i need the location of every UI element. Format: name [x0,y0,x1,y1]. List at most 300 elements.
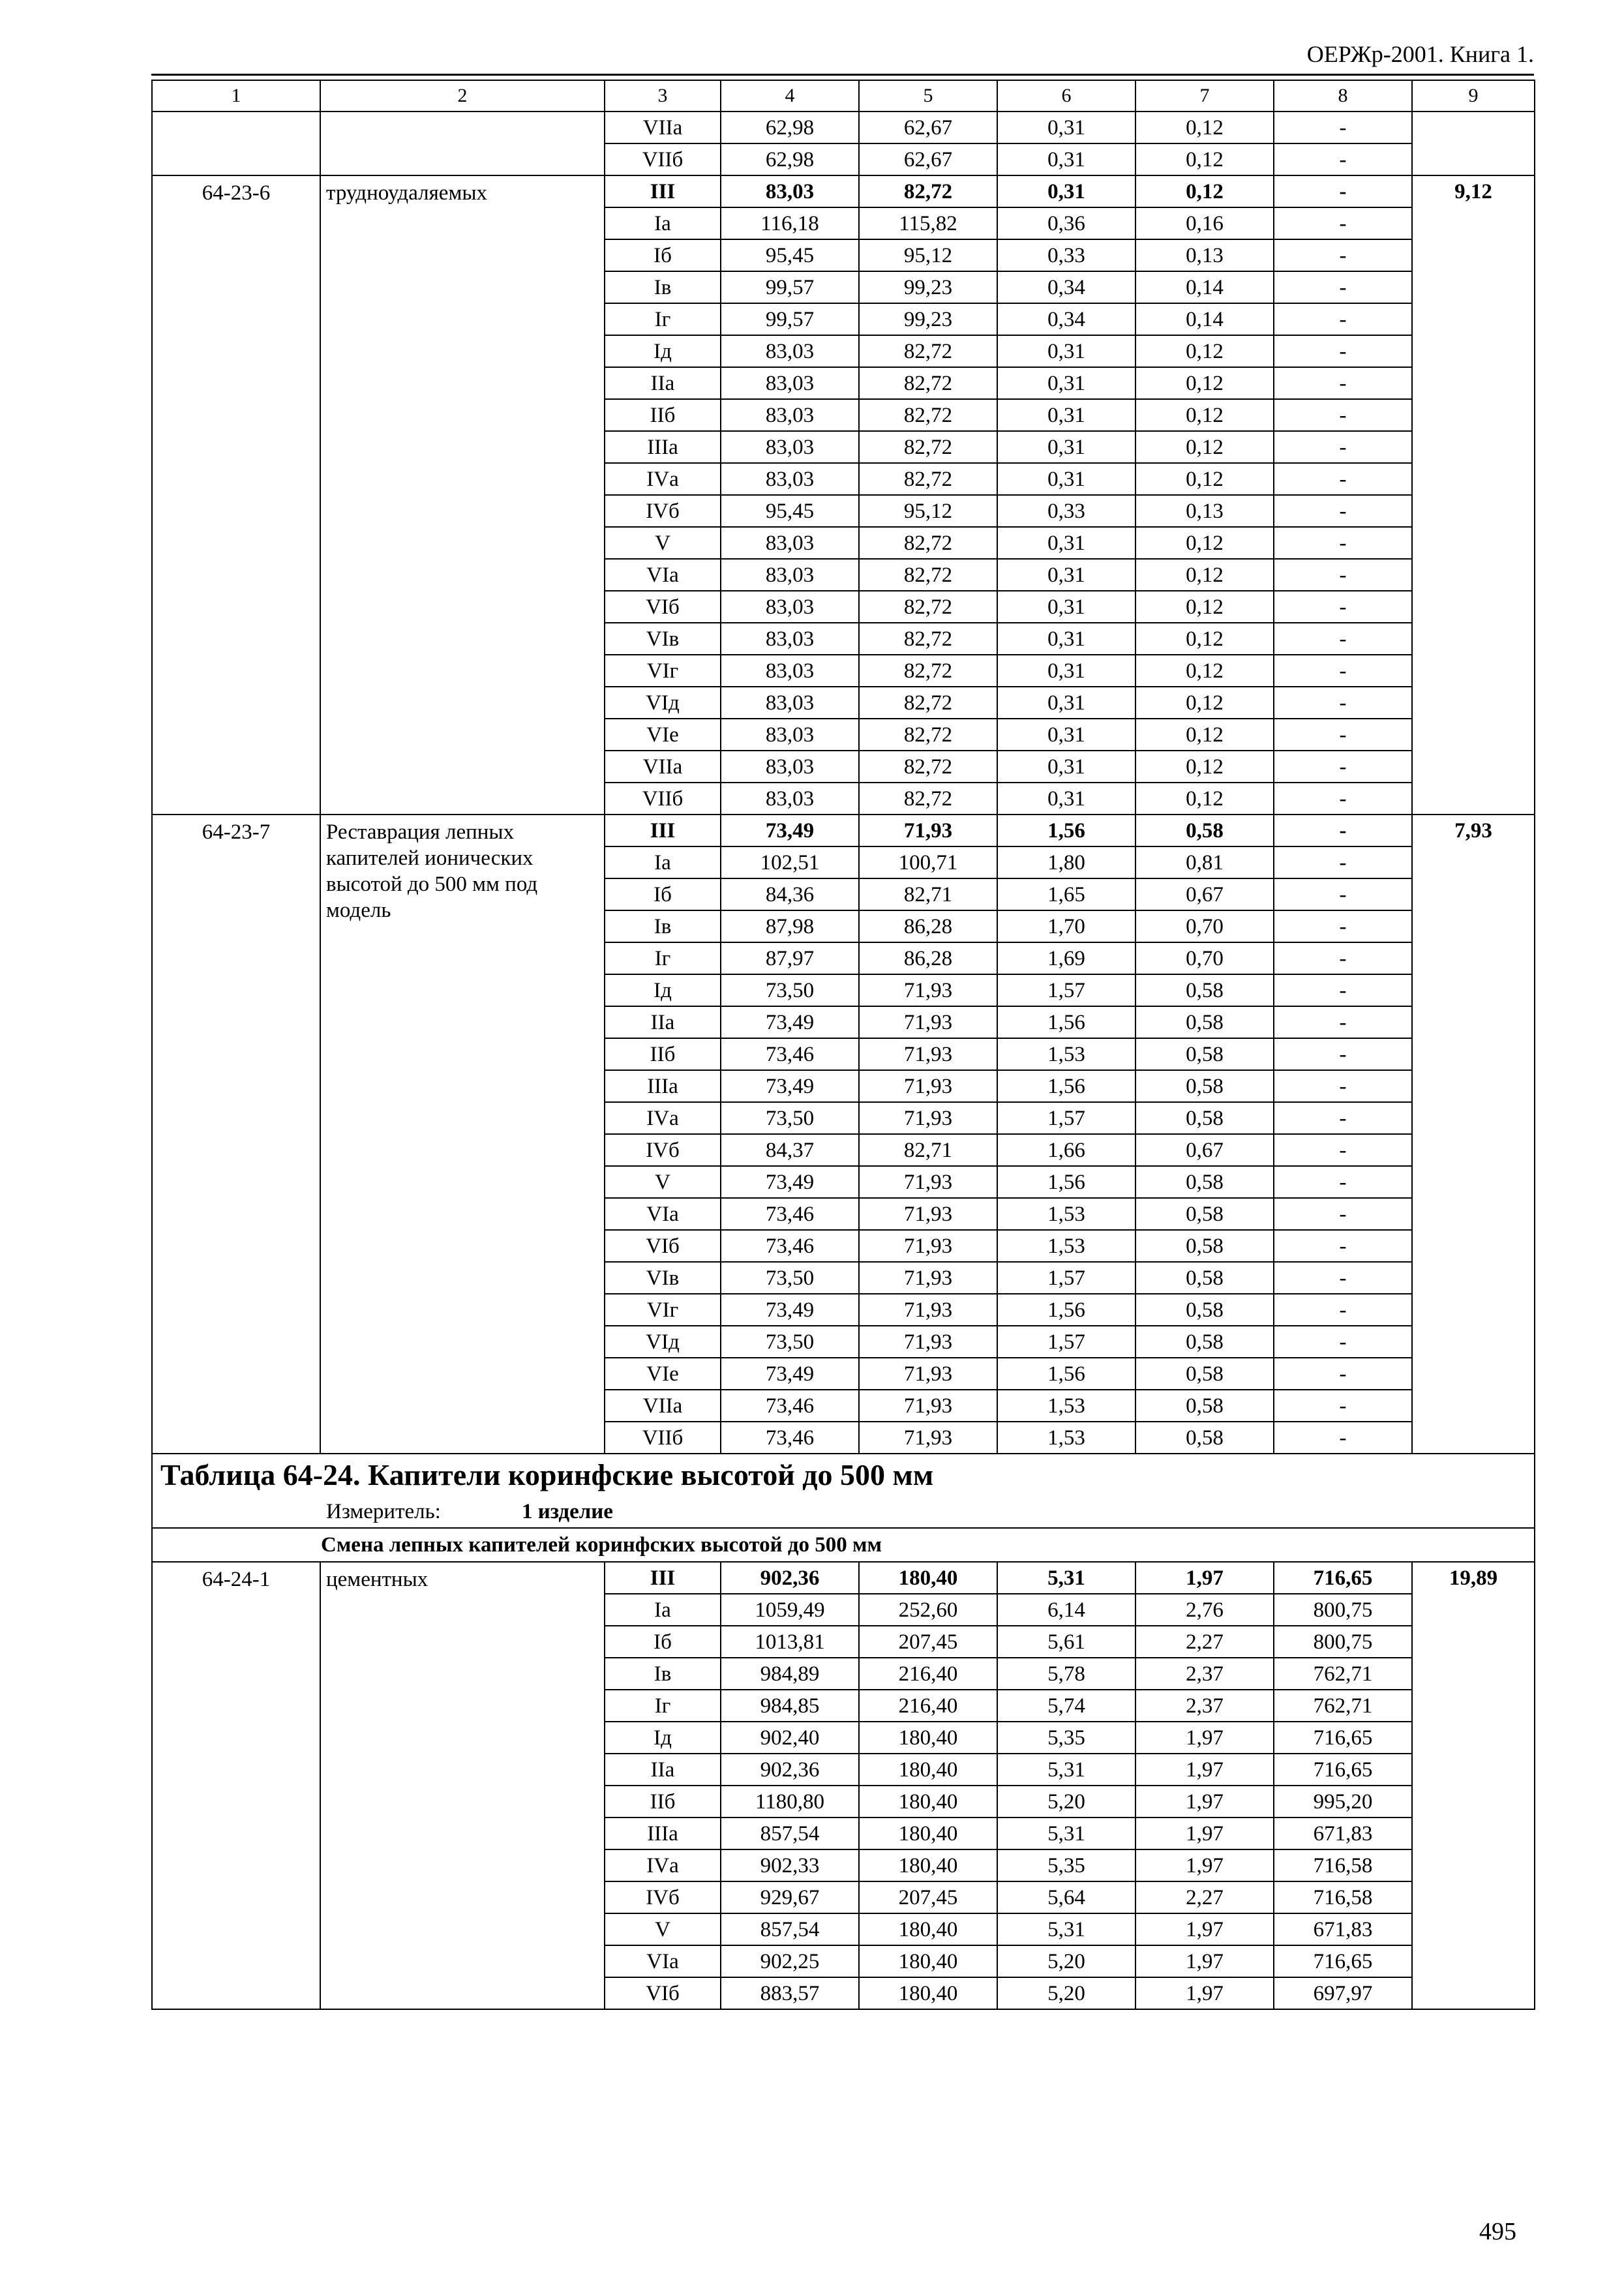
value-cell: 207,45 [859,1881,997,1913]
header-rule [151,74,1534,76]
value-cell: 82,72 [859,335,997,367]
value-cell: 73,46 [721,1230,859,1262]
column-number: 2 [320,80,605,112]
value-cell: 73,46 [721,1198,859,1230]
value-cell: - [1274,1262,1412,1294]
value-cell: 83,03 [721,367,859,399]
value-cell: 902,36 [721,1754,859,1786]
value-cell: - [1274,559,1412,591]
rate-code: 64-23-6 [152,175,320,815]
value-cell: 0,16 [1135,207,1274,239]
value-cell: 0,31 [997,143,1135,175]
value-cell: 99,57 [721,303,859,335]
table-body [152,80,1535,2009]
value-cell: 82,72 [859,751,997,783]
labor-cost: 19,89 [1412,1562,1535,2009]
value-cell: 0,31 [997,399,1135,431]
value-cell: 216,40 [859,1658,997,1690]
value-cell: 2,27 [1135,1881,1274,1913]
value-cell: 0,31 [997,655,1135,687]
value-cell: 0,33 [997,239,1135,271]
value-cell: - [1274,495,1412,527]
value-cell: 0,12 [1135,559,1274,591]
value-cell: 762,71 [1274,1690,1412,1722]
value-cell: 0,58 [1135,1294,1274,1326]
value-cell: 73,50 [721,1326,859,1358]
zone-code: VIе [605,719,721,751]
zone-code: IIIа [605,431,721,463]
value-cell: 0,58 [1135,1230,1274,1262]
value-cell: 0,70 [1135,910,1274,942]
value-cell: 1,97 [1135,1562,1274,1594]
value-cell: 902,33 [721,1849,859,1881]
value-cell: 180,40 [859,1977,997,2009]
value-cell: 71,93 [859,974,997,1006]
value-cell: 73,46 [721,1038,859,1070]
zone-code: IIIа [605,1818,721,1849]
value-cell: 1,97 [1135,1786,1274,1818]
rate-code: 64-24-1 [152,1562,320,2009]
zone-code: IVа [605,1849,721,1881]
rates-table [151,80,1535,2010]
column-number: 8 [1274,80,1412,112]
labor-cost: 7,93 [1412,815,1535,1454]
zone-code: IVб [605,1881,721,1913]
zone-code: VIIа [605,112,721,143]
value-cell: - [1274,1166,1412,1198]
zone-code: VIе [605,1358,721,1390]
value-cell: 99,23 [859,271,997,303]
zone-code: VIIб [605,1422,721,1454]
value-cell: - [1274,655,1412,687]
value-cell: 1,65 [997,878,1135,910]
value-cell: - [1274,1070,1412,1102]
zone-code: III [605,175,721,207]
value-cell: - [1274,431,1412,463]
value-cell: 100,71 [859,846,997,878]
value-cell: 1,69 [997,942,1135,974]
value-cell: 82,72 [859,527,997,559]
value-cell: 95,12 [859,239,997,271]
zone-code: Iб [605,239,721,271]
value-cell: 1,57 [997,974,1135,1006]
value-cell: 180,40 [859,1849,997,1881]
value-cell: 73,46 [721,1390,859,1422]
value-cell: 87,97 [721,942,859,974]
value-cell: 83,03 [721,399,859,431]
value-cell: - [1274,1006,1412,1038]
value-cell: 83,03 [721,335,859,367]
value-cell: 1,53 [997,1230,1135,1262]
value-cell: 180,40 [859,1722,997,1754]
value-cell: 1,70 [997,910,1135,942]
zone-code: III [605,1562,721,1594]
rate-code: 64-23-7 [152,815,320,1454]
value-cell: 0,58 [1135,1358,1274,1390]
value-cell: 1,56 [997,815,1135,846]
column-number: 9 [1412,80,1535,112]
value-cell: - [1274,143,1412,175]
value-cell: 2,27 [1135,1626,1274,1658]
value-cell: 62,98 [721,143,859,175]
value-cell: 0,14 [1135,303,1274,335]
value-cell: 2,76 [1135,1594,1274,1626]
value-cell: 0,14 [1135,271,1274,303]
zone-code: Iб [605,1626,721,1658]
value-cell: 5,31 [997,1818,1135,1849]
value-cell: 6,14 [997,1594,1135,1626]
value-cell: - [1274,1390,1412,1422]
value-cell: 82,72 [859,719,997,751]
value-cell: 995,20 [1274,1786,1412,1818]
unit-row [152,1495,1535,1528]
work-name: Реставрация лепных капителей ионических высотой до 500 мм под модель [320,815,605,1454]
value-cell: 83,03 [721,463,859,495]
column-number: 1 [152,80,320,112]
value-cell: 83,03 [721,431,859,463]
table-title: Таблица 64-24. Капители коринфские высотой до 500 мм [152,1454,1535,1495]
value-cell: - [1274,1230,1412,1262]
section-title: Смена лепных капителей коринфских высотой до 500 мм [152,1528,1535,1562]
zone-code: VIIа [605,1390,721,1422]
zone-code: VIд [605,687,721,719]
value-cell: 0,31 [997,559,1135,591]
value-cell: 1,97 [1135,1754,1274,1786]
value-cell: 0,58 [1135,1070,1274,1102]
value-cell: 5,74 [997,1690,1135,1722]
zone-code: Iд [605,335,721,367]
value-cell: 0,12 [1135,335,1274,367]
value-cell: 0,58 [1135,1006,1274,1038]
zone-code: VIб [605,1230,721,1262]
value-cell: 0,12 [1135,687,1274,719]
zone-code: Iг [605,1690,721,1722]
value-cell: 62,67 [859,143,997,175]
value-cell: 73,50 [721,1262,859,1294]
value-cell: 102,51 [721,846,859,878]
value-cell: 800,75 [1274,1594,1412,1626]
value-cell: 1,56 [997,1166,1135,1198]
value-cell: 82,72 [859,591,997,623]
value-cell: 0,70 [1135,942,1274,974]
value-cell: 984,85 [721,1690,859,1722]
value-cell: 0,81 [1135,846,1274,878]
value-cell: 716,65 [1274,1945,1412,1977]
value-cell: 73,46 [721,1422,859,1454]
value-cell: 1,97 [1135,1849,1274,1881]
value-cell: 86,28 [859,910,997,942]
zone-code: VIIб [605,783,721,815]
value-cell: 83,03 [721,751,859,783]
value-cell: 1,97 [1135,1818,1274,1849]
value-cell: 62,98 [721,112,859,143]
value-cell: 0,12 [1135,175,1274,207]
zone-code: Iв [605,1658,721,1690]
value-cell: 2,37 [1135,1658,1274,1690]
value-cell: 0,31 [997,367,1135,399]
value-cell: 180,40 [859,1562,997,1594]
zone-code: VIг [605,1294,721,1326]
value-cell: 5,61 [997,1626,1135,1658]
zone-code: VIг [605,655,721,687]
value-cell: 1,53 [997,1198,1135,1230]
zone-code: VIб [605,1977,721,2009]
value-cell: 95,45 [721,495,859,527]
value-cell: 0,12 [1135,367,1274,399]
value-cell: 71,93 [859,1230,997,1262]
zone-code: VIа [605,1945,721,1977]
value-cell: - [1274,207,1412,239]
value-cell: 73,49 [721,1294,859,1326]
rate-code [152,112,320,175]
table-row [152,175,1535,207]
value-cell: 984,89 [721,1658,859,1690]
zone-code: IVб [605,495,721,527]
value-cell: - [1274,1102,1412,1134]
value-cell: 5,31 [997,1562,1135,1594]
value-cell: - [1274,783,1412,815]
value-cell: 83,03 [721,527,859,559]
value-cell: 0,58 [1135,815,1274,846]
value-cell: 1,97 [1135,1722,1274,1754]
value-cell: 1,80 [997,846,1135,878]
value-cell: - [1274,1038,1412,1070]
work-name: трудноудаляемых [320,175,605,815]
value-cell: 0,31 [997,623,1135,655]
value-cell: - [1274,335,1412,367]
value-cell: 99,23 [859,303,997,335]
value-cell: - [1274,1294,1412,1326]
value-cell: 180,40 [859,1945,997,1977]
value-cell: 5,78 [997,1658,1135,1690]
value-cell: 83,03 [721,175,859,207]
value-cell: 0,58 [1135,1038,1274,1070]
value-cell: 84,37 [721,1134,859,1166]
work-name: цементных [320,1562,605,2009]
value-cell: 73,50 [721,1102,859,1134]
zone-code: VIIб [605,143,721,175]
value-cell: 1,57 [997,1262,1135,1294]
value-cell: 0,12 [1135,751,1274,783]
value-cell: 902,40 [721,1722,859,1754]
value-cell: 0,33 [997,495,1135,527]
value-cell: 1,57 [997,1102,1135,1134]
value-cell: 71,93 [859,1326,997,1358]
zone-code: VIIа [605,751,721,783]
value-cell: 0,31 [997,112,1135,143]
unit-cell [152,1495,1535,1528]
value-cell: - [1274,239,1412,271]
value-cell: 0,12 [1135,399,1274,431]
value-cell: 0,36 [997,207,1135,239]
value-cell: 82,72 [859,655,997,687]
value-cell: 73,49 [721,815,859,846]
value-cell: 0,31 [997,431,1135,463]
value-cell: 82,72 [859,783,997,815]
value-cell: 0,58 [1135,1198,1274,1230]
value-cell: 180,40 [859,1786,997,1818]
value-cell: 99,57 [721,271,859,303]
value-cell: - [1274,463,1412,495]
value-cell: 82,72 [859,463,997,495]
value-cell: 883,57 [721,1977,859,2009]
value-cell: 0,12 [1135,783,1274,815]
value-cell: 1,53 [997,1038,1135,1070]
value-cell: 86,28 [859,942,997,974]
value-cell: 0,12 [1135,655,1274,687]
value-cell: 62,67 [859,112,997,143]
value-cell: 73,49 [721,1166,859,1198]
value-cell: 207,45 [859,1626,997,1658]
zone-code: Iд [605,974,721,1006]
value-cell: 0,34 [997,271,1135,303]
table-row [152,815,1535,846]
work-name [320,112,605,175]
value-cell: 1,53 [997,1390,1135,1422]
value-cell: 5,20 [997,1786,1135,1818]
zone-code: III [605,815,721,846]
value-cell: 0,31 [997,463,1135,495]
value-cell: - [1274,1198,1412,1230]
value-cell: - [1274,942,1412,974]
zone-code: Iг [605,942,721,974]
value-cell: 1,57 [997,1326,1135,1358]
value-cell: 1059,49 [721,1594,859,1626]
value-cell: 0,58 [1135,1262,1274,1294]
value-cell: 73,49 [721,1070,859,1102]
value-cell: 115,82 [859,207,997,239]
value-cell: 0,67 [1135,878,1274,910]
value-cell: - [1274,271,1412,303]
value-cell: 73,50 [721,974,859,1006]
value-cell: 0,13 [1135,239,1274,271]
value-cell: - [1274,910,1412,942]
value-cell: 1,56 [997,1006,1135,1038]
value-cell: 82,72 [859,399,997,431]
value-cell: 83,03 [721,687,859,719]
zone-code: Iд [605,1722,721,1754]
value-cell: 902,25 [721,1945,859,1977]
value-cell: 0,58 [1135,974,1274,1006]
zone-code: Iа [605,846,721,878]
value-cell: 82,72 [859,175,997,207]
value-cell: - [1274,1134,1412,1166]
column-number: 5 [859,80,997,112]
value-cell: 0,58 [1135,1326,1274,1358]
value-cell: 71,93 [859,1038,997,1070]
value-cell: - [1274,974,1412,1006]
unit-value: 1 изделие [522,1499,613,1523]
value-cell: - [1274,112,1412,143]
value-cell: - [1274,1326,1412,1358]
zone-code: Iа [605,207,721,239]
zone-code: VIд [605,1326,721,1358]
zone-code: IVб [605,1134,721,1166]
value-cell: 5,35 [997,1849,1135,1881]
zone-code: V [605,527,721,559]
zone-code: Iа [605,1594,721,1626]
zone-code: V [605,1166,721,1198]
value-cell: 71,93 [859,1166,997,1198]
value-cell: 0,31 [997,591,1135,623]
value-cell: - [1274,815,1412,846]
value-cell: 0,31 [997,751,1135,783]
value-cell: 1180,80 [721,1786,859,1818]
value-cell: 0,12 [1135,719,1274,751]
table-row [152,1562,1535,1594]
zone-code: IIб [605,1786,721,1818]
value-cell: 716,65 [1274,1562,1412,1594]
value-cell: 95,45 [721,239,859,271]
value-cell: - [1274,399,1412,431]
value-cell: 1,53 [997,1422,1135,1454]
value-cell: 0,58 [1135,1390,1274,1422]
value-cell: 1,97 [1135,1977,1274,2009]
value-cell: - [1274,527,1412,559]
value-cell: 5,64 [997,1881,1135,1913]
value-cell: 0,67 [1135,1134,1274,1166]
value-cell: 82,72 [859,367,997,399]
value-cell: 0,31 [997,175,1135,207]
value-cell: 0,58 [1135,1102,1274,1134]
value-cell: 5,31 [997,1913,1135,1945]
zone-code: IIIа [605,1070,721,1102]
value-cell: 71,93 [859,815,997,846]
value-cell: 1,97 [1135,1945,1274,1977]
value-cell: 73,49 [721,1358,859,1390]
page-number: 495 [1479,2218,1516,2245]
value-cell: - [1274,1422,1412,1454]
value-cell: 1013,81 [721,1626,859,1658]
value-cell: 0,31 [997,527,1135,559]
value-cell: 1,56 [997,1070,1135,1102]
value-cell: 857,54 [721,1913,859,1945]
value-cell: 82,72 [859,623,997,655]
value-cell: 0,12 [1135,431,1274,463]
zone-code: IIа [605,1754,721,1786]
value-cell: 857,54 [721,1818,859,1849]
table-title-row [152,1454,1535,1495]
value-cell: - [1274,1358,1412,1390]
value-cell: - [1274,878,1412,910]
value-cell: 0,12 [1135,143,1274,175]
value-cell: 0,31 [997,335,1135,367]
value-cell: 697,97 [1274,1977,1412,2009]
column-number: 6 [997,80,1135,112]
value-cell: 83,03 [721,623,859,655]
value-cell: 83,03 [721,655,859,687]
value-cell: 716,65 [1274,1722,1412,1754]
value-cell: 902,36 [721,1562,859,1594]
value-cell: 0,12 [1135,527,1274,559]
value-cell: 71,93 [859,1358,997,1390]
value-cell: - [1274,303,1412,335]
value-cell: 671,83 [1274,1818,1412,1849]
value-cell: 0,12 [1135,463,1274,495]
value-cell: 0,58 [1135,1422,1274,1454]
value-cell: 0,12 [1135,591,1274,623]
value-cell: 929,67 [721,1881,859,1913]
value-cell: 116,18 [721,207,859,239]
value-cell: - [1274,591,1412,623]
value-cell: 671,83 [1274,1913,1412,1945]
value-cell: - [1274,367,1412,399]
value-cell: 180,40 [859,1913,997,1945]
value-cell: 71,93 [859,1262,997,1294]
value-cell: 82,71 [859,1134,997,1166]
value-cell: 0,58 [1135,1166,1274,1198]
value-cell: 84,36 [721,878,859,910]
